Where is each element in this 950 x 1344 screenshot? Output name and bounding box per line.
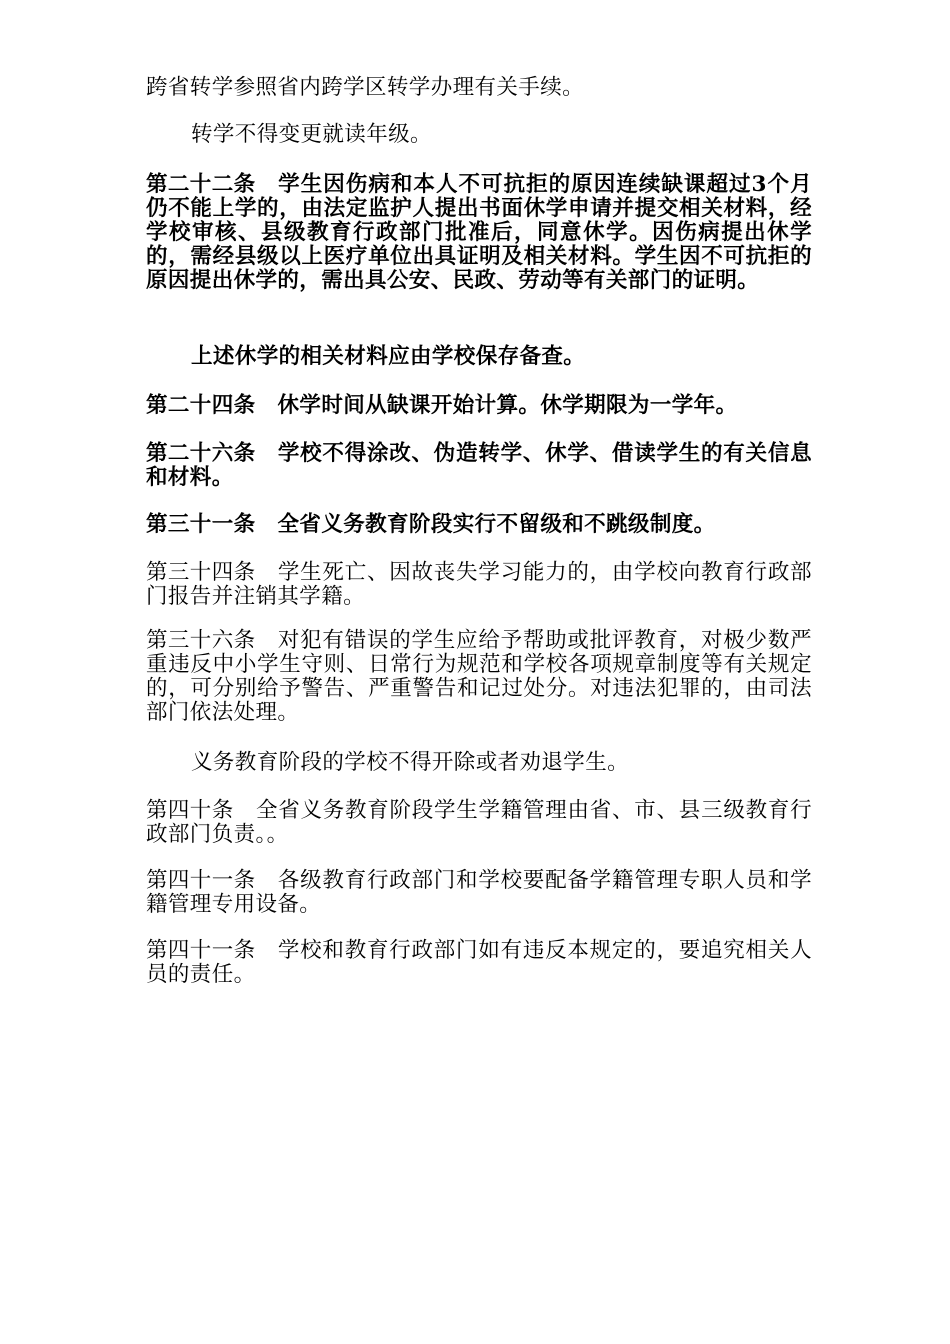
article-number: 第二十二条 [146,172,256,197]
article-24 [146,394,812,418]
paragraph-text: 上述休学的相关材料应由学校保存备查。 [191,344,586,369]
article-number: 第四十条 [146,798,234,823]
article-number: 第二十四条 [146,393,256,418]
article-40 [146,799,812,847]
article-number: 第二十六条 [146,441,256,466]
paragraph-text: 跨省转学参照省内跨学区转学办理有关手续。 [146,75,585,100]
article-number: 第四十一条 [146,938,256,963]
article-22 [146,173,812,293]
paragraph-no-expulsion [146,751,812,775]
article-text: 各级教育行政部门和学校要配备学籍管理专职人员和学籍管理专用设备。 [146,868,812,917]
paragraph-cross-province-transfer [146,76,812,100]
article-text: 对犯有错误的学生应给予帮助或批评教育，对极少数严重违反中小学生守则、日常行为规范和学校各项规章制度等有关规定的，可分别给予警告、严重警告和记过处分。对违法犯罪的，由司法部门依法处理。 [146,628,812,725]
article-41-liability [146,939,812,987]
article-41-staff [146,869,812,917]
article-text: 学生死亡、因故丧失学习能力的，由学校向教育行政部门报告并注销其学籍。 [146,560,812,609]
article-number: 第三十一条 [146,512,256,537]
article-text: 学校不得涂改、伪造转学、休学、借读学生的有关信息和材料。 [146,441,812,490]
paragraph-materials-archive [146,345,812,369]
article-text: 休学时间从缺课开始计算。休学期限为一学年。 [277,393,738,418]
article-34 [146,561,812,609]
article-text: 全省义务教育阶段学生学籍管理由省、市、县三级教育行政部门负责。。 [146,798,812,847]
article-number: 第四十一条 [146,868,256,893]
article-36 [146,629,812,725]
paragraph-text: 义务教育阶段的学校不得开除或者劝退学生。 [191,750,630,775]
article-31 [146,513,812,537]
article-text: 学校和教育行政部门如有违反本规定的，要追究相关人员的责任。 [146,938,812,987]
article-text: 全省义务教育阶段实行不留级和不跳级制度。 [277,512,716,537]
article-number: 第三十四条 [146,560,256,585]
article-26 [146,442,812,490]
paragraph-text: 转学不得变更就读年级。 [191,122,432,147]
article-text: 学生因伤病和本人不可抗拒的原因连续缺课超过3个月仍不能上学的，由法定监护人提出书面休学申请并提交相关材料，经学校审核、县级教育行政部门批准后，同意休学。因伤病提出休学的，需经县级以上医疗单位出具证明及相关材料。学生因不可抗拒的原因提出休学的，需出具公安、民政、劳动等有关部门的证明。 [146,172,812,293]
paragraph-grade-unchanged [146,123,812,147]
article-number: 第三十六条 [146,628,256,653]
